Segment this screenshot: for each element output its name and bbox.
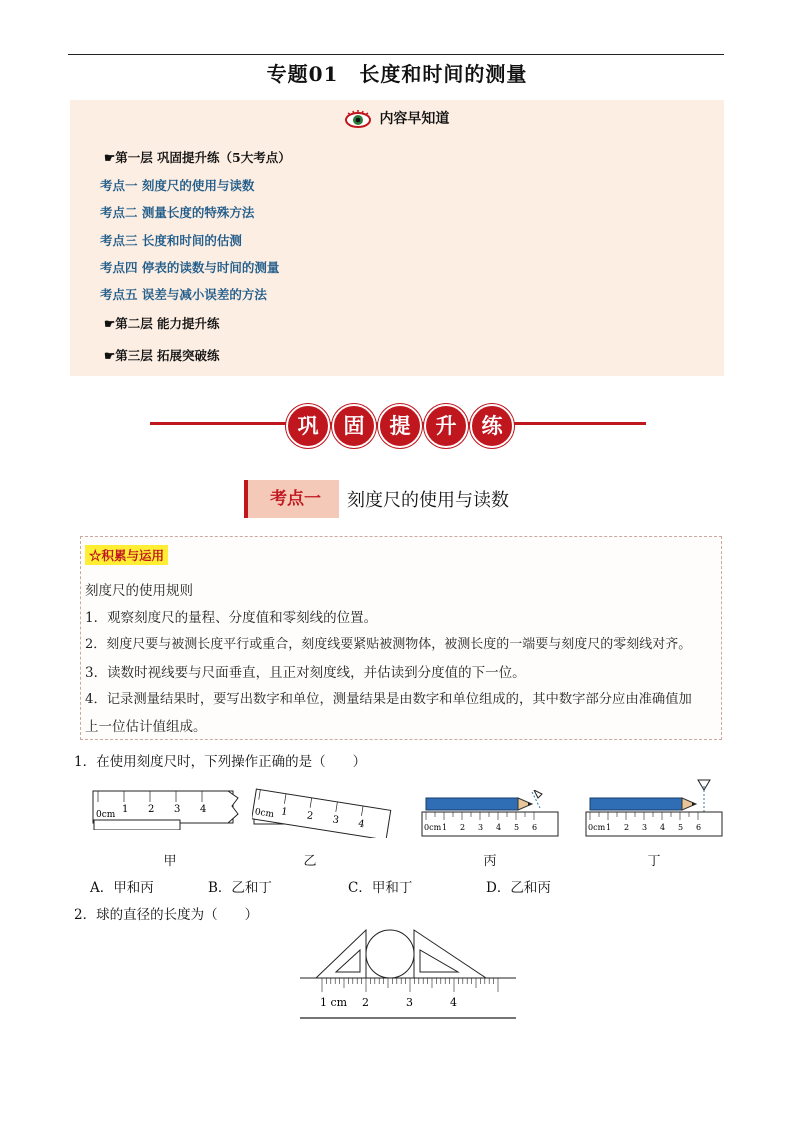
notes-line: 3．读数时视线要与尺面垂直，且正对刻度线，并估读到分度值的下一位。 <box>85 665 526 681</box>
figure-label-a: 甲 <box>163 854 177 869</box>
figure-label-d: 丁 <box>647 854 661 869</box>
notes-badge <box>85 545 168 565</box>
figure-label-b: 乙 <box>303 854 317 869</box>
option-c[interactable]: C．甲和丁 <box>348 880 413 896</box>
tick-label: 2 <box>305 810 314 823</box>
tick-label: 2 <box>148 804 155 815</box>
tick-label: 6 <box>696 823 702 832</box>
option-d[interactable]: D．乙和丙 <box>486 880 551 896</box>
tick-label: 5 <box>514 823 520 832</box>
ruler-unit-label: 0cm <box>424 823 442 832</box>
knowledge-point-title: 刻度尺的使用与读数 <box>347 490 509 511</box>
tick-label: 5 <box>678 823 684 832</box>
page-title: 专题01 长度和时间的测量 <box>266 62 528 86</box>
set-square-left <box>316 930 366 978</box>
tick-label: 4 <box>357 818 366 831</box>
banner-char: 练 <box>470 404 514 448</box>
ruler-unit-label: 0cm <box>96 810 116 820</box>
banner-char: 巩 <box>286 404 330 448</box>
ruler-unit-label: 0cm <box>253 807 275 821</box>
banner-char: 提 <box>378 404 422 448</box>
toc-layer-2[interactable]: ☛第二层 能力提升练 <box>104 316 220 331</box>
banner-char: 固 <box>332 404 376 448</box>
ball <box>366 930 414 978</box>
question-1: 1．在使用刻度尺时，下列操作正确的是（ ） <box>74 754 367 770</box>
tick-label: 2 <box>624 823 630 832</box>
measured-block <box>94 820 180 830</box>
header-rule <box>68 54 724 55</box>
toc-point-5[interactable]: 考点五 误差与减小误差的方法 <box>100 287 267 302</box>
tick-label: 1 <box>442 823 448 832</box>
tick-label: 2 <box>460 823 466 832</box>
section-banner <box>150 404 646 444</box>
toc-panel <box>70 100 724 376</box>
tick-label: 3 <box>174 804 181 815</box>
tick-label: 4 <box>496 823 502 832</box>
tick-label: 3 <box>406 996 413 1009</box>
notes-line: 2．刻度尺要与被测长度平行或重合，刻度线要紧贴被测物体，被测长度的一端要与刻度尺的零刻线对齐。 <box>85 637 692 652</box>
tick-label: 3 <box>478 823 484 832</box>
ruler-unit-label: 0cm <box>588 823 606 832</box>
toc-point-1[interactable]: 考点一 刻度尺的使用与读数 <box>100 178 255 193</box>
pencil-body <box>426 798 518 810</box>
pencil-body <box>590 798 682 810</box>
option-b[interactable]: B．乙和丁 <box>208 880 272 896</box>
set-square-right <box>414 930 486 978</box>
ruler-ticks <box>322 978 498 992</box>
notes-box <box>80 536 722 740</box>
tick-label: 6 <box>532 823 538 832</box>
tick-label: 3 <box>331 814 340 827</box>
figure-label-c: 丙 <box>483 854 497 869</box>
option-a[interactable]: A．甲和丙 <box>90 880 154 896</box>
ruler-figure-d <box>584 778 724 838</box>
tick-label: 4 <box>660 823 666 832</box>
toc-layer-3[interactable]: ☛第三层 拓展突破练 <box>104 348 220 363</box>
ball-diameter-figure <box>296 928 518 1020</box>
tick-label: 4 <box>450 996 457 1009</box>
toc-heading <box>70 108 724 128</box>
toc-heading-text: 内容早知道 <box>379 111 450 127</box>
notes-line: 上一位估计值组成。 <box>85 719 207 735</box>
notes-line: 4．记录测量结果时，要写出数字和单位，测量结果是由数字和单位组成的，其中数字部分应由准确值加 <box>85 692 692 707</box>
toc-point-3[interactable]: 考点三 长度和时间的估测 <box>100 233 242 248</box>
ruler-figure-b <box>252 786 402 838</box>
knowledge-point-heading <box>244 480 509 518</box>
eye-icon <box>534 790 542 798</box>
star-icon: ☆ <box>89 548 102 563</box>
toc-point-4[interactable]: 考点四 停表的读数与时间的测量 <box>100 260 280 275</box>
tick-label: 1 <box>122 804 129 815</box>
notes-line: 刻度尺的使用规则 <box>85 583 193 599</box>
notes-line: 1．观察刻度尺的量程、分度值和零刻线的位置。 <box>85 610 378 626</box>
question-2: 2．球的直径的长度为（ ） <box>74 907 259 923</box>
ruler-figure-c <box>420 790 560 838</box>
toc-layer-1[interactable]: ☛第一层 巩固提升练（5大考点） <box>104 150 291 165</box>
tick-label: 2 <box>362 996 369 1009</box>
tick-label: 4 <box>200 804 207 815</box>
banner-char: 升 <box>424 404 468 448</box>
tick-label: 1 cm <box>320 996 348 1009</box>
eye-icon <box>345 110 371 128</box>
eye-icon <box>698 780 710 790</box>
toc-point-2[interactable]: 考点二 测量长度的特殊方法 <box>100 205 255 220</box>
notes-badge-text: 积累与运用 <box>101 548 165 563</box>
tick-label: 1 <box>606 823 612 832</box>
knowledge-point-tag: 考点一 <box>244 480 339 518</box>
tick-label: 3 <box>642 823 648 832</box>
tick-label: 1 <box>280 806 289 819</box>
ruler-figure-a <box>92 790 242 830</box>
